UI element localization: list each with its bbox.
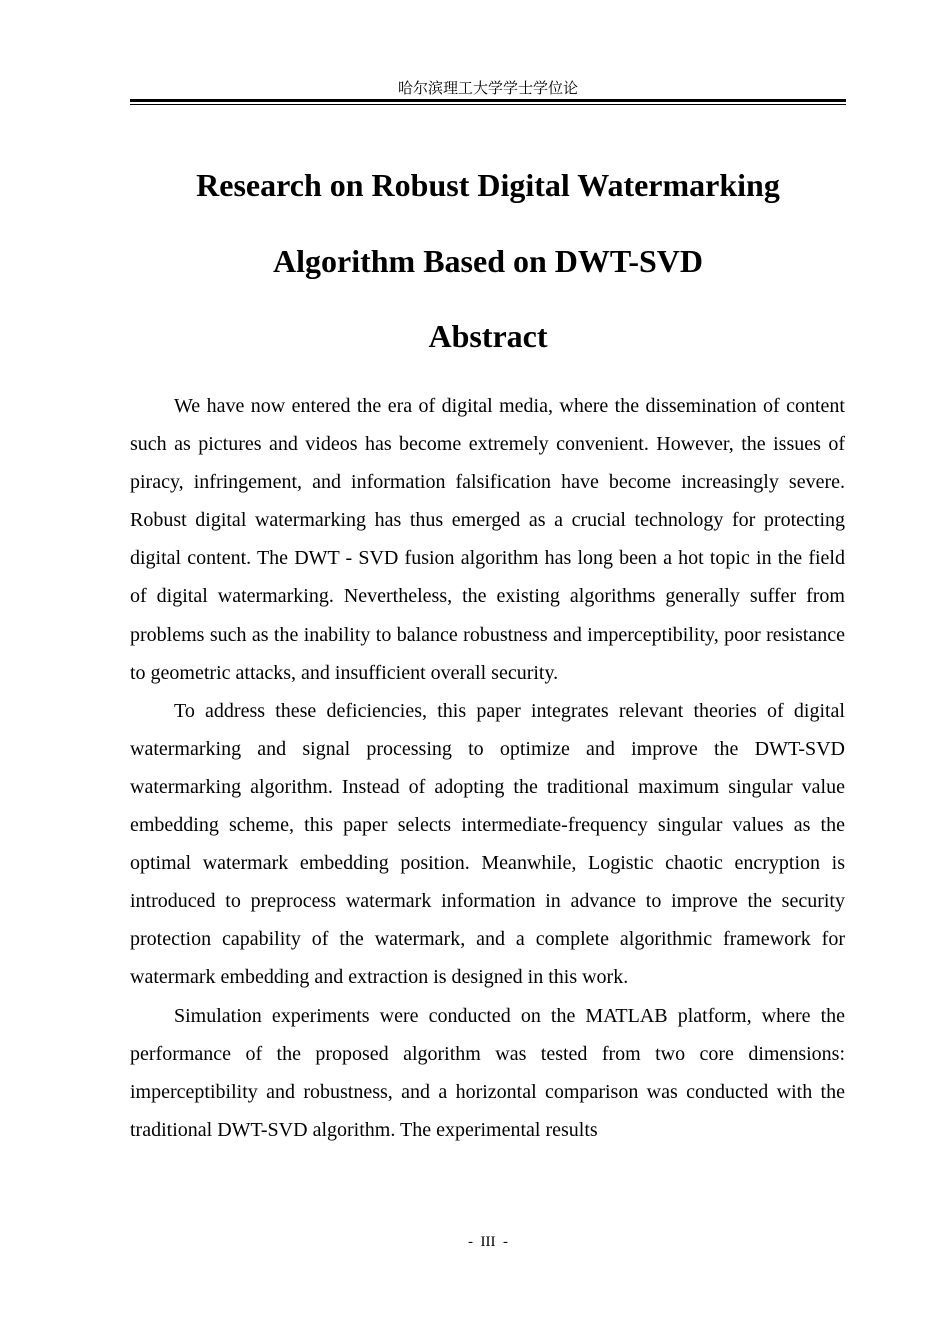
running-header: 哈尔滨理工大学学士学位论 [397, 79, 578, 97]
page-number: - III - [468, 1234, 508, 1250]
header-rule-thick [130, 99, 846, 102]
paper-title-line-1: Research on Robust Digital Watermarking [196, 167, 780, 203]
paper-title-line-2: Algorithm Based on DWT-SVD [273, 243, 703, 279]
abstract-paragraph-2: To address these deficiencies, this paper integrates relevant theories of digital watermarking and signal processing to optimize and improve the DWT-SVD watermarking algorithm. Instead of adopting the traditional maximum singular value embedding scheme, this paper selects intermediate-frequency singular values as the optimal watermark embedding position. Meanwhile, Logistic chaotic encryption is introduced to preprocess watermark information in advance to improve the security protection capability of the watermark, and a complete algorithmic framework for watermark embedding and extraction is designed in this work. [130, 699, 845, 989]
abstract-heading: Abstract [428, 318, 548, 354]
paper-title [130, 147, 846, 299]
header-rule-thin [130, 104, 846, 105]
abstract-paragraph-1: We have now entered the era of digital media, where the dissemination of content such as pictures and videos has become extremely convenient. However, the issues of piracy, infringement, and information falsification have become increasingly severe. Robust digital watermarking has thus emerged as a crucial technology for protecting digital content. The DWT - SVD fusion algorithm has long been a hot topic in the field of digital watermarking. Nevertheless, the existing algorithms generally suffer from problems such as the inability to balance robustness and imperceptibility, poor resistance to geometric attacks, and insufficient overall security. [130, 395, 845, 684]
abstract-body [130, 387, 845, 1149]
abstract-paragraph-3: Simulation experiments were conducted on the MATLAB platform, where the performance of the proposed algorithm was tested from two core dimensions: imperceptibility and robustness, and a horizontal comparison was conducted with the traditional DWT-SVD algorithm. The experimental results [130, 1004, 845, 1141]
